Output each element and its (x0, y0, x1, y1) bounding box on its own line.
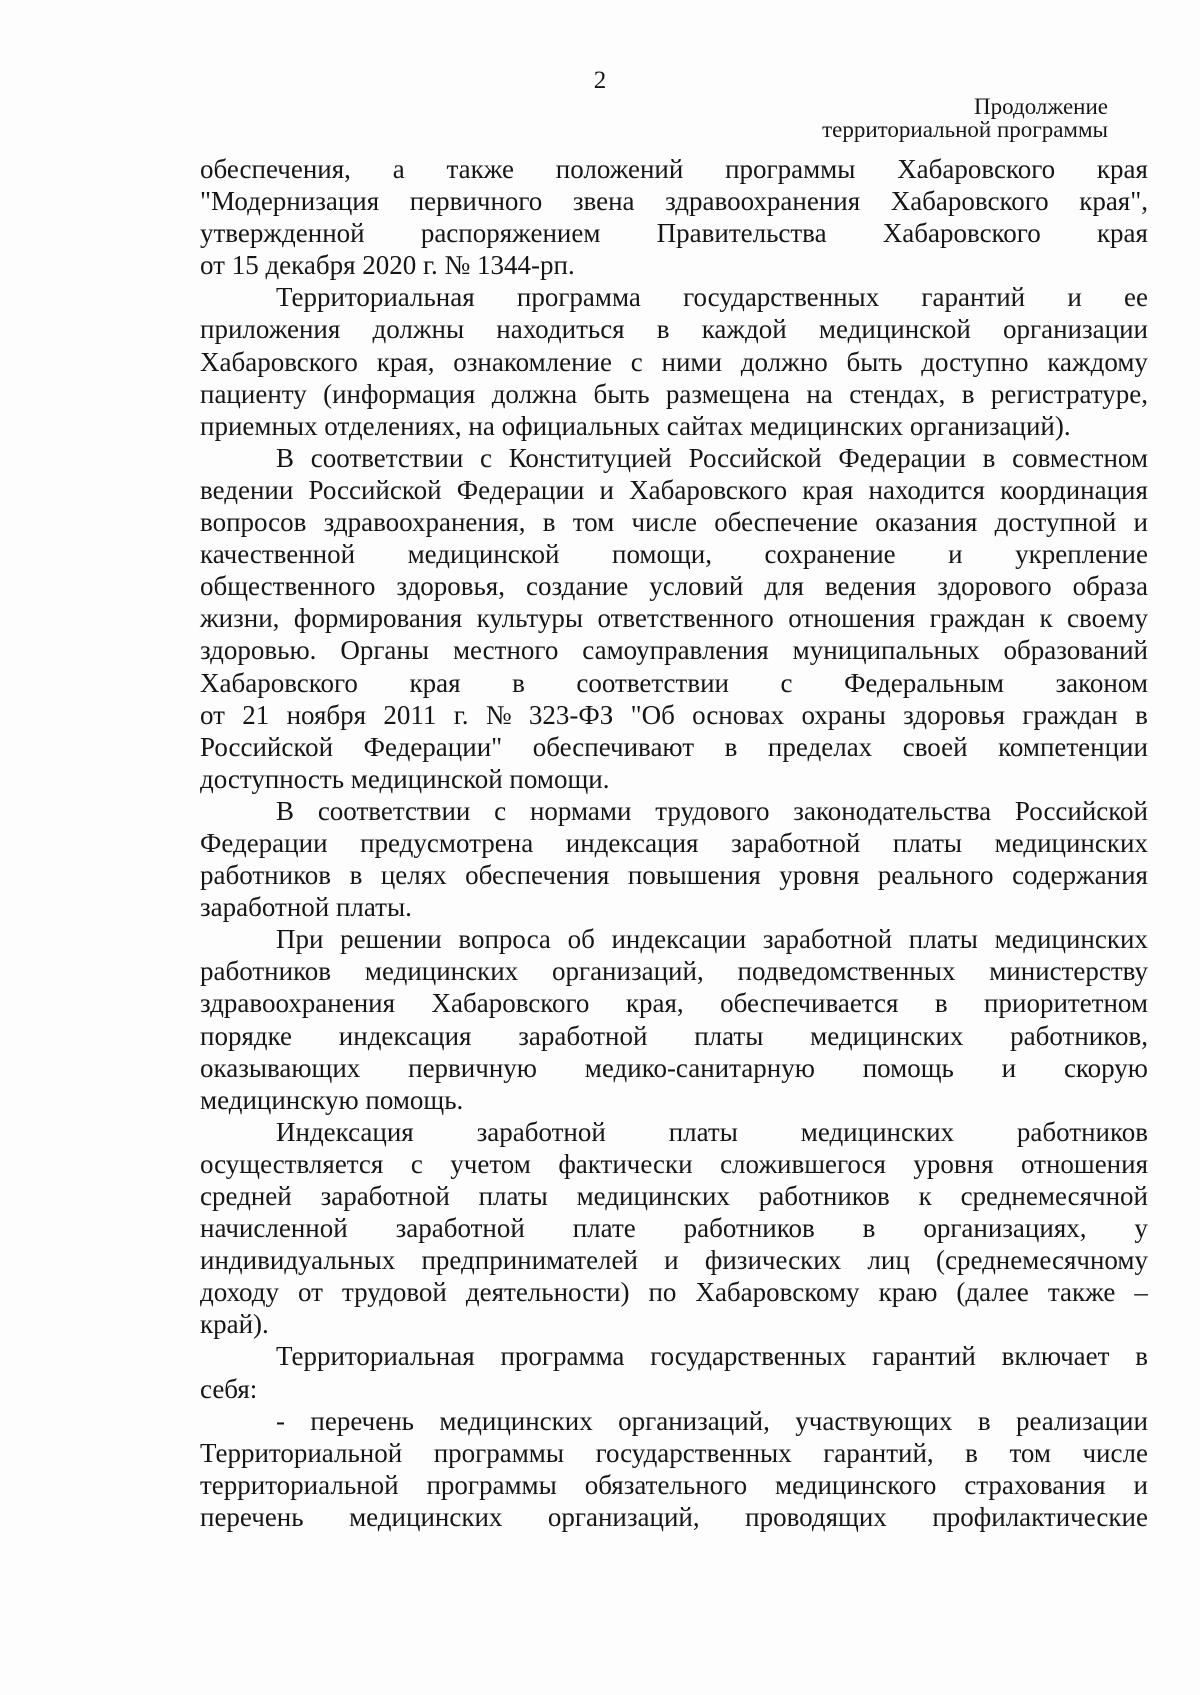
text-line: здоровью. Органы местного самоуправления муниципальных образований (200, 635, 1148, 666)
running-head (822, 95, 1108, 141)
document-body (200, 153, 1148, 1533)
text-line: - перечень медицинских организаций, участвующих в реализации (276, 1405, 1148, 1436)
text-line: общественного здоровья, создание условий для ведения здорового образа (200, 571, 1148, 602)
text-line: от 15 декабря 2020 г. № 1344-рп. (200, 250, 575, 281)
text-line: Территориальной программы государственных гарантий, в том числе (200, 1437, 1148, 1468)
paragraph (200, 1340, 1148, 1404)
text-line: порядке индексация заработной платы медицинских работников, (200, 1020, 1148, 1051)
paragraph (200, 795, 1148, 923)
text-line: оказывающих первичную медико-санитарную помощь и скорую (200, 1052, 1148, 1083)
text-line: качественной медицинской помощи, сохранение и укрепление (200, 539, 1148, 570)
text-line: обеспечения, а также положений программы Хабаровского края (200, 154, 1148, 184)
text-line: пациенту (информация должна быть размещена на стендах, в регистратуре, (200, 378, 1148, 409)
text-line: Индексация заработной платы медицинских работников (276, 1116, 1148, 1147)
text-line: территориальной программы обязательного медицинского страхования и (200, 1469, 1148, 1500)
text-line: Территориальная программа государственных гарантий включает в (276, 1341, 1148, 1372)
paragraph (200, 442, 1148, 795)
text-line: Хабаровского края, ознакомление с ними должно быть доступно каждому (200, 346, 1148, 377)
running-head-line-2: территориальной программы (822, 117, 1108, 142)
text-line: Территориальная программа государственных гарантий и ее (276, 282, 1148, 313)
text-line: Российской Федерации" обеспечивают в пределах своей компетенции (200, 731, 1148, 762)
text-line: работников в целях обеспечения повышения уровня реального содержания (200, 860, 1148, 891)
text-line: приложения должны находиться в каждой медицинской организации (200, 314, 1148, 345)
text-line: доступность медицинской помощи. (200, 763, 610, 794)
text-line: индивидуальных предпринимателей и физических лиц (среднемесячному (200, 1245, 1148, 1276)
text-line: ведении Российской Федерации и Хабаровского края находится координация (200, 474, 1148, 505)
text-line: вопросов здравоохранения, в том числе обеспечение оказания доступной и (200, 507, 1148, 538)
running-head-line-1: Продолжение (974, 94, 1108, 119)
text-line: медицинскую помощь. (200, 1084, 464, 1115)
text-line: доходу от трудовой деятельности) по Хабаровскому краю (далее также – (200, 1277, 1148, 1308)
text-line: утвержденной распоряжением Правительства Хабаровского края (200, 218, 1148, 249)
text-line: средней заработной платы медицинских работников к среднемесячной (200, 1181, 1148, 1211)
text-line: перечень медицинских организаций, проводящих профилактические (200, 1501, 1148, 1532)
page-number: 2 (593, 67, 607, 94)
text-line: заработной платы. (200, 892, 412, 923)
text-line: начисленной заработной плате работников в организациях, у (200, 1213, 1148, 1244)
text-line: край). (200, 1309, 269, 1340)
text-line: здравоохранения Хабаровского края, обеспечивается в приоритетном (200, 988, 1148, 1019)
paragraph (200, 281, 1148, 441)
text-line: себя: (200, 1373, 258, 1404)
text-line: жизни, формирования культуры ответственного отношения граждан к своему (200, 603, 1148, 634)
paragraph (200, 923, 1148, 1116)
text-line: осуществляется с учетом фактически сложившегося уровня отношения (200, 1148, 1148, 1179)
text-line: При решении вопроса об индексации заработной платы медицинских (276, 924, 1148, 955)
text-line: приемных отделениях, на официальных сайтах медицинских организаций). (200, 410, 1071, 441)
text-line: Федерации предусмотрена индексация заработной платы медицинских (200, 827, 1148, 858)
text-line: работников медицинских организаций, подведомственных министерству (200, 956, 1148, 987)
text-line: В соответствии с Конституцией Российской Федерации в совместном (276, 442, 1148, 473)
text-line: от 21 ноября 2011 г. № 323-ФЗ "Об основах охраны здоровья граждан в (200, 699, 1148, 730)
text-line: Хабаровского края в соответствии с Федеральным законом (200, 667, 1148, 698)
paragraph (200, 153, 1148, 281)
text-line: В соответствии с нормами трудового законодательства Российской (276, 795, 1148, 826)
paragraph (200, 1405, 1148, 1533)
paragraph (200, 1116, 1148, 1341)
text-line: "Модернизация первичного звена здравоохранения Хабаровского края", (200, 186, 1148, 217)
